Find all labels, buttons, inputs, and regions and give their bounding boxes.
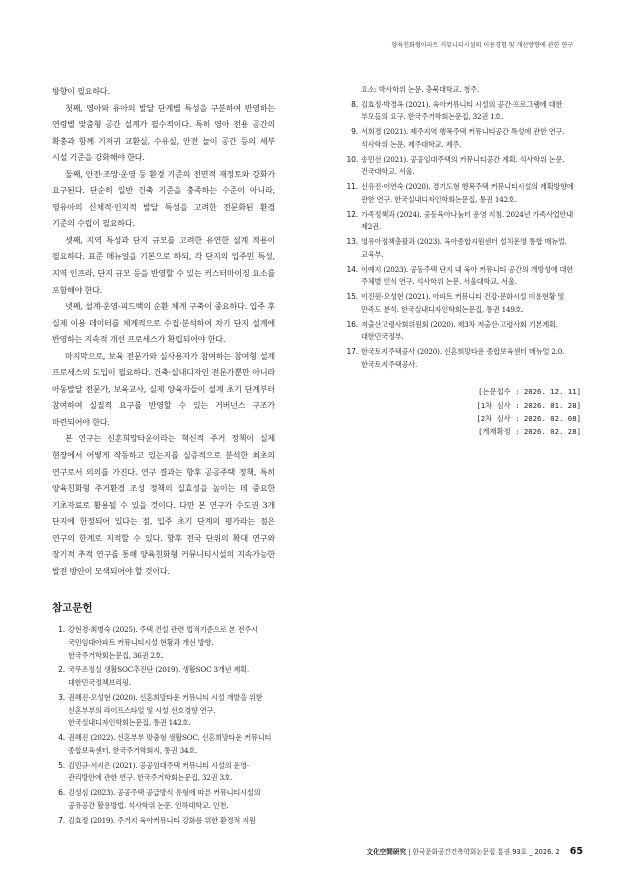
reference-number: 17. [346, 347, 358, 357]
reference-number: 11. [346, 182, 358, 192]
reference-text: 김성심 (2023). 공공주택 공급방식 유형에 따른 커뮤니티시설의 공유공간 활용방법. 석사학위 논문. 인하대학교. 인천. [68, 788, 261, 810]
reference-number: 1. [58, 625, 65, 635]
reference-number: 16. [346, 319, 358, 329]
reference-text: 권혜진·오성현 (2020). 신혼희망타운 커뮤니티 시설 개발을 위한 신혼부부의 라이프스타일 및 시설 선호경향 연구. 한국실내디자인학회논문집, 통권 142호. [68, 692, 263, 728]
reference-number: 15. [346, 292, 358, 302]
references-list-right [343, 84, 581, 371]
reference-number: 14. [346, 264, 358, 274]
reference-number: 9. [351, 127, 358, 137]
reference-number: 12. [346, 209, 358, 219]
page-footer [367, 846, 584, 857]
review-dates [343, 385, 581, 438]
reference-number: 4. [58, 733, 65, 743]
reference-number: 7. [58, 815, 65, 825]
reference-item [343, 264, 581, 289]
reference-text: 서희경 (2021). 제주지역 행복주택 커뮤니티공간 특성에 관한 연구. 석사학위 논문. 제주대학교. 제주. [361, 127, 565, 149]
reference-text: 국무조정실 생활SOC추진단 (2019). 생활SOC 3개년 계획. 대한민국정책브리핑. [68, 665, 249, 688]
body-paragraph: 둘째, 안전·조망·운영 등 환경 기준의 전면적 재정토와 강화가 요구된다. 단순히 일반 건축 기준을 충족하는 수준이 아니라, 영유아의 신체적·인지적 발달 특성을 고려한 전문화된 환경 기준의 수립이 필요하다. [52, 169, 275, 229]
reference-continuation [343, 84, 581, 97]
footer-separator: | [408, 848, 413, 856]
reference-item [52, 692, 275, 730]
reference-item [52, 815, 275, 828]
reference-text: 한국토지주택공사 (2020). 신혼희망타운 종합보육센터 매뉴얼 2.0. 한국토지주택공사. [361, 347, 565, 369]
reference-text: 신유진·이연숙 (2020). 경기도형 행복주택 커뮤니티시설의 계획방향에 관한 연구. 한국실내디자인학회논문집, 통권 142호. [361, 182, 574, 204]
reference-item [343, 346, 581, 371]
body-paragraph: 마지막으로, 보육 전문가와 실사용자가 참여하는 참여형 설계 프로세스의 도입이 필요하다. 건축·실내디자인 전문가뿐만 아니라 아동발달 전문가, 보육교사, 실제 양육자들이 설계 초기 단계부터 참여하여 실질적 요구를 반영할 수 있는 거버넌스 구조가 마련되어야 한다. [52, 351, 275, 427]
reference-item [52, 787, 275, 812]
reference-number: 10. [346, 154, 358, 164]
body-paragraph: 본 연구는 신혼희망타운이라는 혁신적 주거 정책이 실제 현장에서 어떻게 작동하고 있는지를 실증적으로 분석한 최초의 연구로서 의의를 가진다. 연구 결과는 향후 공공주택 정책, 특히 양육친화형 주거환경 조성 정책의 실효성을 높이는 데 중요한 기초자료로 활용될 수 있을 것이다. 다만 본 연구가 수도권 3개 단지에 한정되어 있다는 점, 입주 초기 단계의 평가라는 점은 연구의 한계로 지적할 수 있다. 향후 전국 단위의 확대 연구와 장기적 추적 연구를 통해 양육친화형 커뮤니티시설의 지속가능한 발전 방안이 모색되어야 할 것이다. [52, 434, 275, 576]
reference-text: 김민규·서지은 (2021). 공공임대주택 커뮤니티 시설의 운영·관리방안에 관한 연구. 한국주거학회논문집, 32권 3호. [68, 760, 249, 783]
right-column [343, 84, 581, 439]
reference-item [52, 624, 275, 662]
reference-item [343, 209, 581, 234]
reference-number: 2. [58, 665, 65, 675]
reference-item [343, 319, 581, 344]
references-heading: 참고문헌 [52, 602, 93, 615]
reference-item [52, 760, 275, 785]
reference-item [52, 732, 275, 757]
body-text [52, 84, 275, 580]
body-paragraph: 셋째, 지역 특성과 단지 규모를 고려한 유연한 설계 적용이 필요하다. 표준 메뉴얼을 기본으로 하되, 각 단지의 입주민 특성, 지역 인프라, 단지 규모 등을 반영할 수 있는 커스터마이징 요소를 포함해야 한다. [52, 235, 275, 295]
reference-number: 13. [346, 237, 358, 247]
reference-text: 이예지 (2023). 공동주택 단지 내 육아 커뮤니티 공간의 개방성에 대한 주체별 인식 연구. 석사학위 논문. 서울대학교. 서울. [361, 264, 574, 287]
reference-text: 영유아정책총괄과 (2023). 육아종합지원센터 설치운영 통합 매뉴얼. 교육부. [361, 237, 567, 259]
review-date-accepted: [게재확정 : 2026. 02. 28] [478, 427, 581, 437]
reference-text: 송민선 (2021). 공공임대주택의 커뮤니티공간 계획. 석사학위 논문. 건국대학교. 서울. [361, 154, 565, 177]
references-list-left [52, 624, 275, 827]
reference-text: 권혜진 (2022). 신혼부부 맞춤형 생활SOC, 신혼희망타운 커뮤니티 종합보육센터. 한국주거학회지, 통권 34호. [68, 733, 272, 755]
reference-text: 강현경·최병숙 (2025). 주택 건설 관련 법적기준으로 본 전주시 국민임대아파트 커뮤니티시설 현황과 개선 방향. 한국주거학회논문집, 36권 2호. [68, 625, 258, 660]
reference-text: 이진원·오성현 (2021). 아파트 커뮤니티 건강·문화시설 이용현황 및 만족도 분석. 한국실내디자인학회논문집, 통권 149호. [361, 292, 565, 314]
reference-item [343, 154, 581, 179]
page-number: 65 [569, 846, 583, 857]
reference-number: 3. [58, 692, 65, 702]
reference-item [343, 291, 581, 316]
reference-item [343, 126, 581, 151]
review-date-received: [논문접수 : 2026. 12. 11] [478, 387, 581, 397]
body-paragraph: 첫째, 영아와 유아의 발달 단계별 특성을 구분하여 반영하는 연령별 맞춤형 공간 설계가 필수적이다. 특히 영아 전용 공간의 확충과 함께 기저귀 교환실, 수유실, 안전 놀이 공간 등의 세부 시설 기준을 강화해야 한다. [52, 103, 275, 163]
reference-item [343, 99, 581, 124]
reference-text: 저출산고령사회위원회 (2020). 제3차 저출산·고령사회 기본계획. 대한민국정부. [361, 319, 558, 342]
reference-text: 가족정책과 (2024). 공동육아나눔터 운영 지침. 2024년 가족사업안내 제2권. [361, 209, 573, 232]
reference-item [343, 181, 581, 206]
reference-item [52, 664, 275, 689]
review-date-second: [2차 심사 : 2026. 02. 08] [476, 414, 581, 424]
reference-text: 김효정·박경옥 (2021). 육아커뮤니티 시설의 공간·프로그램에 대한 부모들의 요구. 한국주거학회논문집, 32권 1호. [361, 99, 563, 122]
left-column [52, 84, 275, 829]
body-paragraph: 넷째, 설계-운영-피드백의 순환 체계 구축이 중요하다. 입주 후 실제 이용 데이터를 체계적으로 수집·분석하여 차기 단지 설계에 반영하는 지속적 개선 프로세스가 확립되어야 한다. [52, 302, 275, 345]
journal-citation: 한국문화공간건축학회논문집 통권 93호 _ 2026. 2 [412, 848, 560, 856]
running-head: 양육친화형아파트 커뮤니티시설의 이용경험 및 개선방향에 관한 연구 [391, 42, 573, 49]
review-date-first: [1차 심사 : 2026. 01. 28] [476, 400, 581, 410]
journal-name: 文化空間硏究 [366, 848, 407, 856]
reference-number: 5. [58, 760, 65, 770]
reference-text: 요소: 박사학위 논문. 충북대학교. 청주. [361, 85, 479, 94]
body-paragraph: 방향이 필요하다. [52, 87, 110, 96]
reference-number: 8. [351, 99, 358, 109]
reference-number: 6. [58, 788, 65, 798]
reference-item [343, 236, 581, 261]
reference-text: 김효정 (2019). 주거지 육아커뮤니티 강화를 위한 환경적 지원 [68, 815, 256, 825]
